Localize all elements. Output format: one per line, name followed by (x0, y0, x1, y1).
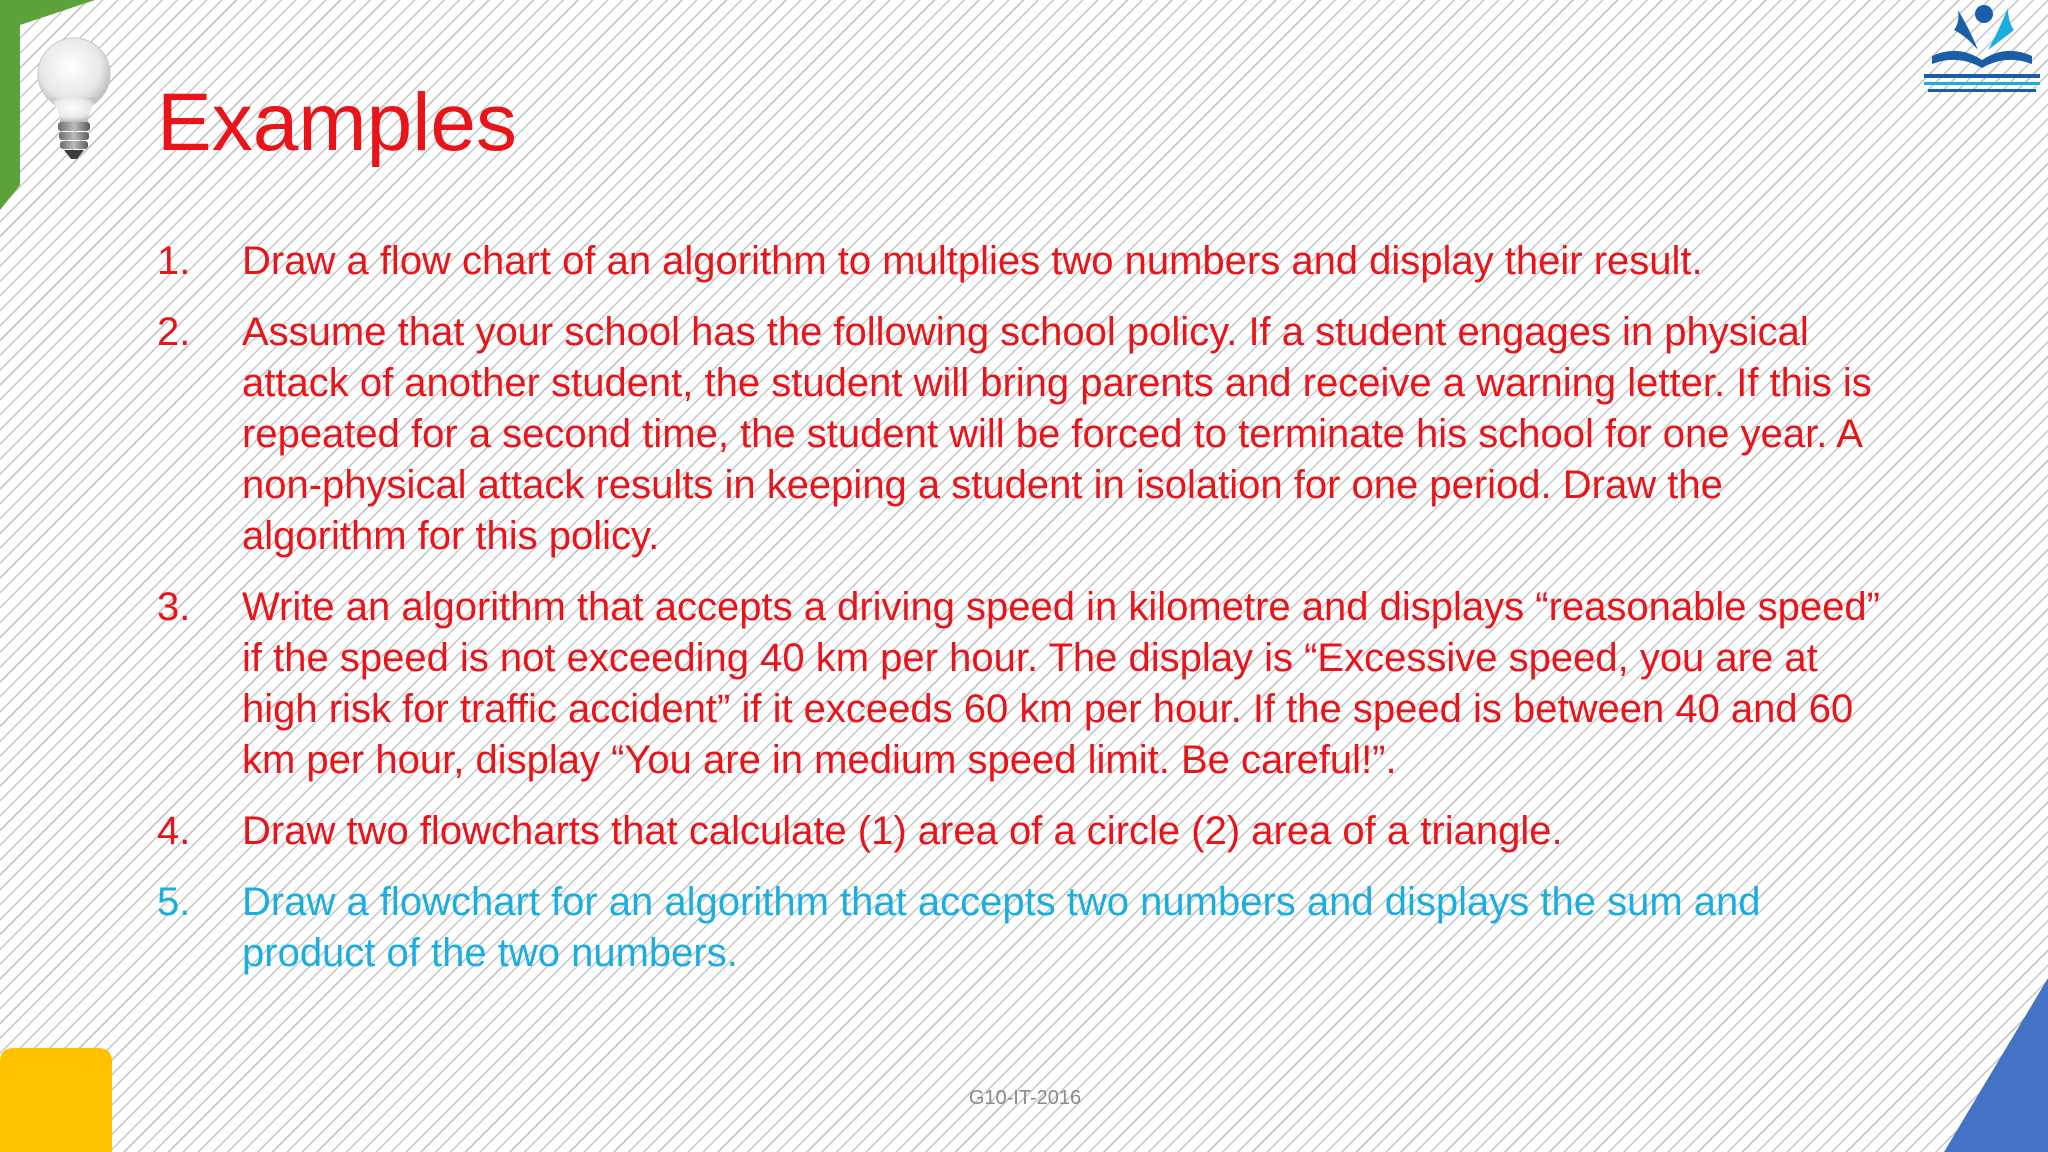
list-item (157, 582, 1897, 786)
item-text: Draw a flow chart of an algorithm to multplies two numbers and display their result. (242, 239, 1703, 283)
list-item (157, 806, 1897, 857)
item-number: 1. (157, 239, 191, 283)
list-item (157, 236, 1897, 287)
item-text: Draw a flowchart for an algorithm that accepts two numbers and displays the sum and product of the two numbers. (242, 880, 1761, 975)
light-bulb-icon (30, 36, 118, 161)
item-text: Draw two flowcharts that calculate (1) area of a circle (2) area of a triangle. (242, 809, 1563, 853)
item-text: Assume that your school has the following school policy. If a student engages in physical attack of another student, the student will bring parents and receive a warning letter. If this is repeated for a second time, the student will be forced to terminate his school for one year. A non-physical attack results in keeping a student in isolation for one period. Draw the algorithm for this policy. (242, 310, 1872, 558)
item-number: 3. (157, 585, 191, 629)
item-number: 4. (157, 809, 191, 853)
item-number: 5. (157, 880, 191, 924)
slide-footer: G10-IT-2016 (968, 1087, 1082, 1109)
yellow-corner-decoration (0, 1048, 114, 1152)
item-number: 2. (157, 310, 191, 354)
item-text: Write an algorithm that accepts a driving speed in kilometre and displays “reasonable speed” if the speed is not exceeding 40 km per hour. The display is “Excessive speed, you are at high risk for traffic accident” if it exceeds 60 km per hour. If the speed is between 40 and 60 km per hour, display “You are in medium speed limit. Be careful!”. (242, 585, 1880, 782)
list-item (157, 307, 1897, 562)
examples-list (157, 236, 1897, 999)
education-bureau-logo (1918, 0, 2046, 98)
list-item-highlighted (157, 877, 1897, 979)
slide-title: Examples (157, 77, 518, 168)
blue-corner-decoration (1944, 978, 2048, 1152)
